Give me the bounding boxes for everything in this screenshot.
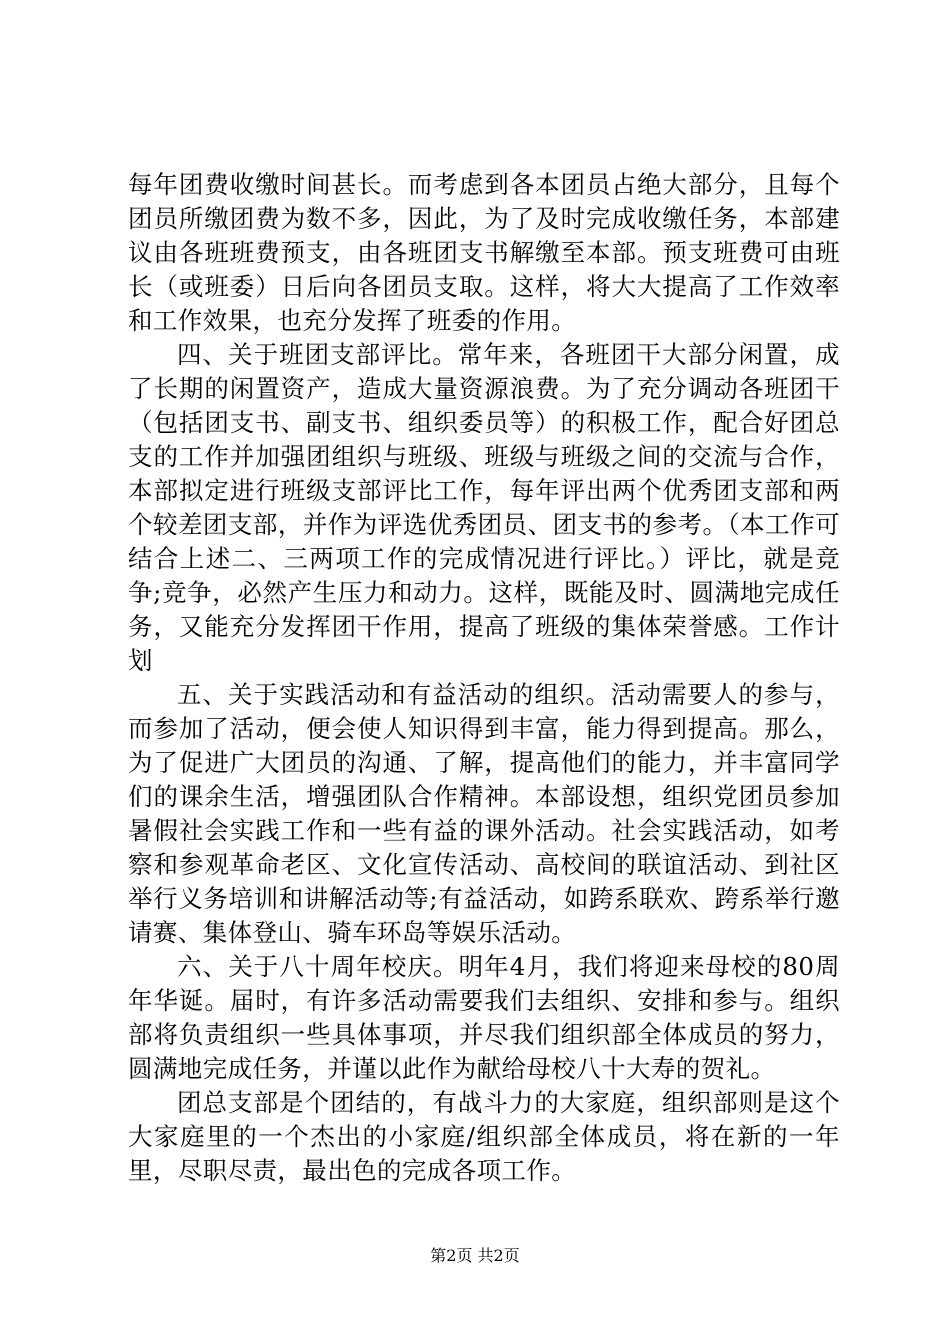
paragraph-1: 每年团费收缴时间甚长。而考虑到各本团员占绝大部分，且每个团员所缴团费为数不多，因此，为了及时完成收缴任务，本部建议由各班班费预支，由各班团支书解缴至本部。预支班费可由班长（或班委）日后向各团员支取。这样，将大大提高了工作效率和工作效果，也充分发挥了班委的作用。 xyxy=(128,170,840,335)
page-footer: 第2页 共2页 xyxy=(430,1246,520,1265)
paragraph-2: 四、关于班团支部评比。常年来，各班团干大部分闲置，成了长期的闲置资产，造成大量资源浪费。为了充分调动各班团干（包括团支书、副支书、组织委员等）的积极工作，配合好团总支的工作并加强团组织与班级、班级与班级之间的交流与合作，本部拟定进行班级支部评比工作，每年评出两个优秀团支部和两个较差团支部，并作为评选优秀团员、团支书的参考。（本工作可结合上述二、三两项工作的完成情况进行评比。）评比，就是竞争;竞争，必然产生压力和动力。这样，既能及时、圆满地完成任务，又能充分发挥团干作用，提高了班级的集体荣誉感。工作计划 xyxy=(128,340,840,675)
document-body xyxy=(128,168,840,1188)
paragraph-5: 团总支部是个团结的，有战斗力的大家庭，组织部则是这个大家庭里的一个杰出的小家庭/组织部全体成员，将在新的一年里，尽职尽责，最出色的完成各项工作。 xyxy=(128,1088,840,1185)
paragraph-3: 五、关于实践活动和有益活动的组织。活动需要人的参与，而参加了活动，便会使人知识得到丰富，能力得到提高。那么，为了促进广大团员的沟通、了解，提高他们的能力，并丰富同学们的课余生活，增强团队合作精神。本部设想，组织党团员参加暑假社会实践工作和一些有益的课外活动。社会实践活动，如考察和参观革命老区、文化宣传活动、高校间的联谊活动、到社区举行义务培训和讲解活动等;有益活动，如跨系联欢、跨系举行邀请赛、集体登山、骑车环岛等娱乐活动。 xyxy=(128,680,840,947)
paragraph-4: 六、关于八十周年校庆。明年4月，我们将迎来母校的80周年华诞。届时，有许多活动需要我们去组织、安排和参与。组织部将负责组织一些具体事项，并尽我们组织部全体成员的努力，圆满地完成任务，并谨以此作为献给母校八十大寿的贺礼。 xyxy=(128,952,840,1083)
